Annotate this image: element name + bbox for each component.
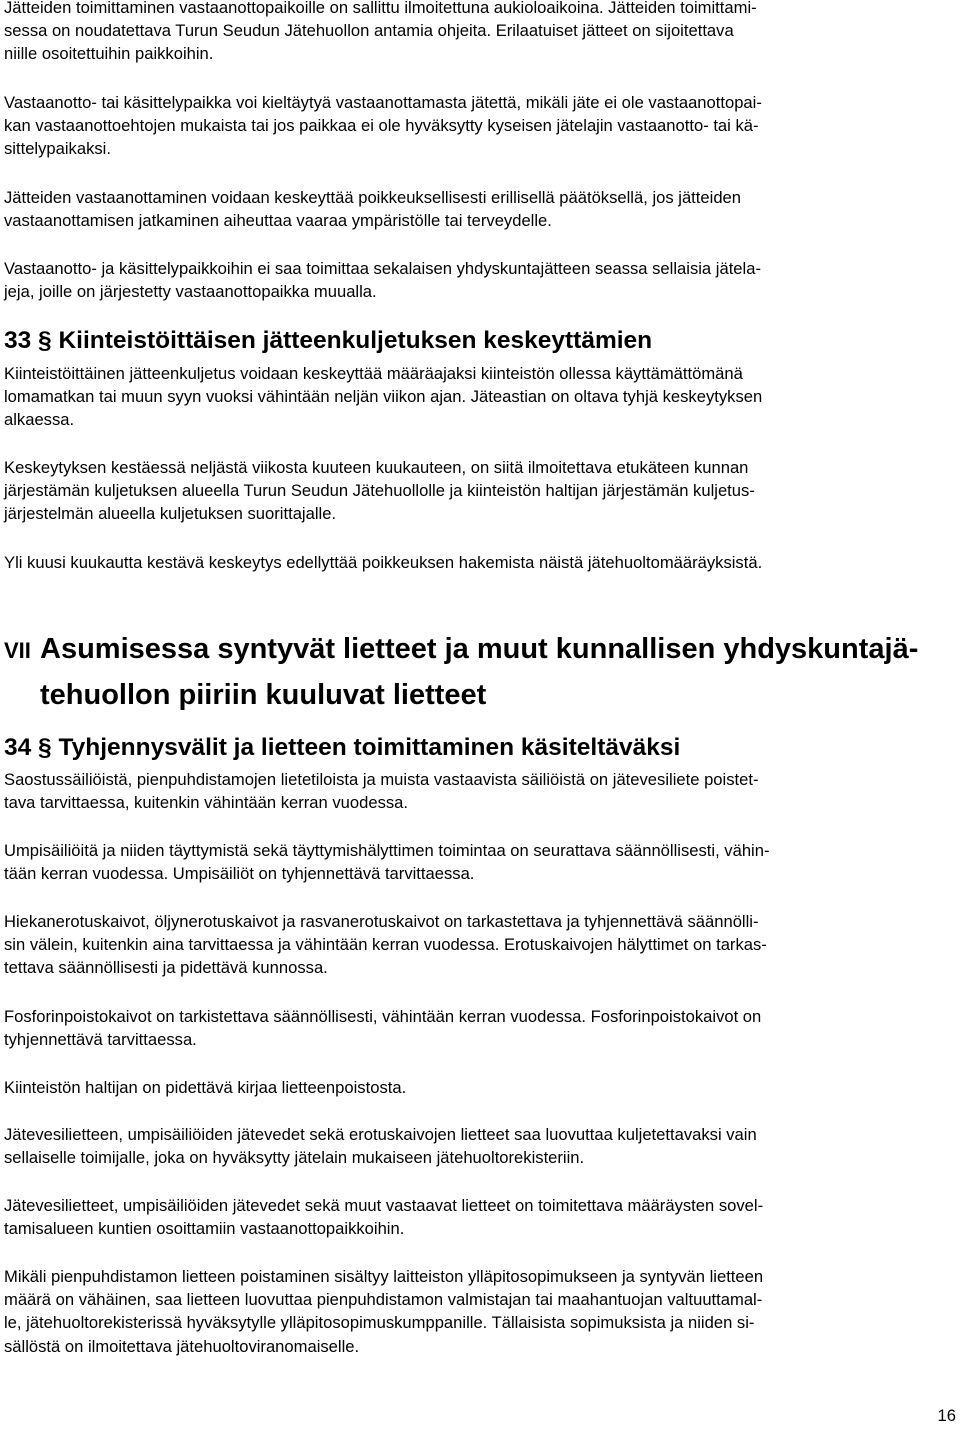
- section-heading-34: 34 § Tyhjennysvälit ja lietteen toimittaminen käsiteltäväksi: [4, 734, 681, 761]
- text-line: vastaanottamisen jatkaminen aiheuttaa vaaraa ympäristölle tai terveydelle.: [4, 211, 552, 231]
- text-line: niille osoitettuihin paikkoihin.: [4, 44, 214, 64]
- text-line: Vastaanotto- tai käsittelypaikka voi kieltäytyä vastaanottamasta jätettä, mikäli jäte ei ole vastaanottopai-: [4, 93, 762, 112]
- chapter-title-line: tehuollon piiriin kuuluvat lietteet: [40, 679, 487, 711]
- text-line: Umpisäiliöitä ja niiden täyttymistä sekä täyttymishälyttimen toimintaa on seurattava säännöllisesti, vähin-: [4, 841, 770, 860]
- chapter-number: VII: [4, 638, 31, 663]
- text-line: Yli kuusi kuukautta kestävä keskeytys edellyttää poikkeuksen hakemista näistä jätehuoltomääräyksistä.: [4, 553, 763, 572]
- text-line: Vastaanotto- ja käsittelypaikkoihin ei saa toimittaa sekalaisen yhdyskuntajätteen seassa sellaisia jätela-: [4, 259, 761, 278]
- text-line: Jätteiden vastaanottaminen voidaan keskeyttää poikkeuksellisesti erillisellä päätöksellä, jos jätteiden: [4, 188, 742, 207]
- page-number: 16: [937, 1406, 956, 1425]
- paragraph-intro: [4, 0, 757, 66]
- text-line: tamisalueen kuntien osoittamiin vastaanottopaikkoihin.: [4, 1219, 405, 1239]
- paragraph-suspend: [4, 186, 741, 232]
- text-line: Hiekanerotuskaivot, öljynerotuskaivot ja rasvanerotuskaivot on tarkastettava ja tyhjennettävä säännölli-: [4, 912, 759, 931]
- text-line: Kiinteistöittäinen jätteenkuljetus voidaan keskeyttää määräajaksi kiinteistön ollessa käyttämättömänä: [4, 364, 743, 383]
- text-line: sittelypaikaksi.: [4, 139, 111, 159]
- text-line: Kiinteistön haltijan on pidettävä kirjaa lietteenpoistosta.: [4, 1078, 407, 1097]
- paragraph-s34-6: [4, 1123, 757, 1169]
- text-line: tava tarvittaessa, kuitenkin vähintään kerran vuodessa.: [4, 793, 409, 813]
- text-line: sellaiselle toimijalle, joka on hyväksytty jätelain mukaiseen jätehuoltorekisteriin.: [4, 1148, 585, 1168]
- paragraph-refuse: [4, 91, 762, 161]
- text-line: sessa on noudatettava Turun Seudun Jätehuollon antamia ohjeita. Erilaatuiset jätteet on sijoitettava: [4, 21, 734, 41]
- text-line: järjestämän kuljetuksen alueella Turun Seudun Jätehuollolle ja kiinteistön haltijan järjestämän kuljetus-: [4, 481, 755, 501]
- text-line: sin välein, kuitenkin aina tarvittaessa ja vähintään kerran vuodessa. Erotuskaivojen hälyttimet on tarkas-: [4, 935, 767, 955]
- text-line: lomamatkan tai muun syyn vuoksi vähintään neljän viikon ajan. Jäteastian on oltava tyhjä keskeytyksen: [4, 387, 763, 407]
- text-line: Jätevesilietteen, umpisäiliöiden jätevedet sekä erotuskaivojen lietteet saa luovuttaa kuljetettavaksi vain: [4, 1125, 757, 1144]
- text-line: järjestelmän alueella kuljetuksen suorittajalle.: [4, 504, 337, 524]
- text-line: jeja, joille on järjestetty vastaanottopaikka muualla.: [4, 282, 377, 302]
- chapter-title-line: Asumisessa syntyvät lietteet ja muut kunnallisen yhdyskuntajä-: [40, 633, 919, 665]
- paragraph-s34-7: [4, 1194, 763, 1240]
- paragraph-s33-2: [4, 456, 755, 526]
- text-line: Jätteiden toimittaminen vastaanottopaikoille on sallittu ilmoitettuna aukioloaikoina. Jätteiden toimittami-: [4, 0, 757, 17]
- text-line: tyhjennettävä tarvittaessa.: [4, 1030, 197, 1050]
- text-line: määrä on vähäinen, saa lietteen luovuttaa pienpuhdistamon valmistajan tai maahantuojan valtuuttamal-: [4, 1290, 763, 1310]
- text-line: tettava säännöllisesti ja pidettävä kunnossa.: [4, 958, 328, 978]
- text-line: Fosforinpoistokaivot on tarkistettava säännöllisesti, vähintään kerran vuodessa. Fosforinpoistokaivot on: [4, 1007, 762, 1026]
- paragraph-s34-3: [4, 910, 767, 980]
- text-line: le, jätehuoltorekisterissä hyväksytylle ylläpitosopimuskumppanille. Tällaisista sopimuksista ja niiden si-: [4, 1313, 755, 1333]
- paragraph-s34-4: [4, 1005, 761, 1051]
- text-line: alkaessa.: [4, 410, 75, 430]
- text-line: Keskeytyksen kestäessä neljästä viikosta kuuteen kuukauteen, on siitä ilmoitettava etukäteen kunnan: [4, 458, 749, 477]
- text-line: Jätevesilietteet, umpisäiliöiden jätevedet sekä muut vastaavat lietteet on toimitettava määräysten sovel-: [4, 1196, 764, 1215]
- paragraph-s34-5: [4, 1076, 406, 1099]
- text-line: tään kerran vuodessa. Umpisäiliöt on tyhjennettävä tarvittaessa.: [4, 864, 475, 884]
- text-line: kan vastaanottoehtojen mukaista tai jos paikkaa ei ole hyväksytty kyseisen jätelajin vastaanotto- tai kä-: [4, 116, 759, 136]
- section-heading-33: 33 § Kiinteistöittäisen jätteenkuljetuksen keskeyttämien: [4, 327, 653, 354]
- paragraph-s34-8: [4, 1265, 763, 1358]
- paragraph-s34-1: [4, 768, 759, 814]
- paragraph-s34-2: [4, 839, 770, 885]
- paragraph-s33-1: [4, 362, 762, 432]
- chapter-heading-vii: [4, 627, 918, 717]
- text-line: sällöstä on ilmoitettava jätehuoltoviranomaiselle.: [4, 1336, 360, 1356]
- text-line: Saostussäiliöistä, pienpuhdistamojen lietetiloista ja muista vastaavista säiliöistä on jätevesiliete poistet-: [4, 770, 759, 789]
- paragraph-s33-3: [4, 551, 762, 574]
- text-line: Mikäli pienpuhdistamon lietteen poistaminen sisältyy laitteiston ylläpitosopimukseen ja syntyvän lietteen: [4, 1267, 764, 1286]
- paragraph-mixed-waste: [4, 257, 761, 303]
